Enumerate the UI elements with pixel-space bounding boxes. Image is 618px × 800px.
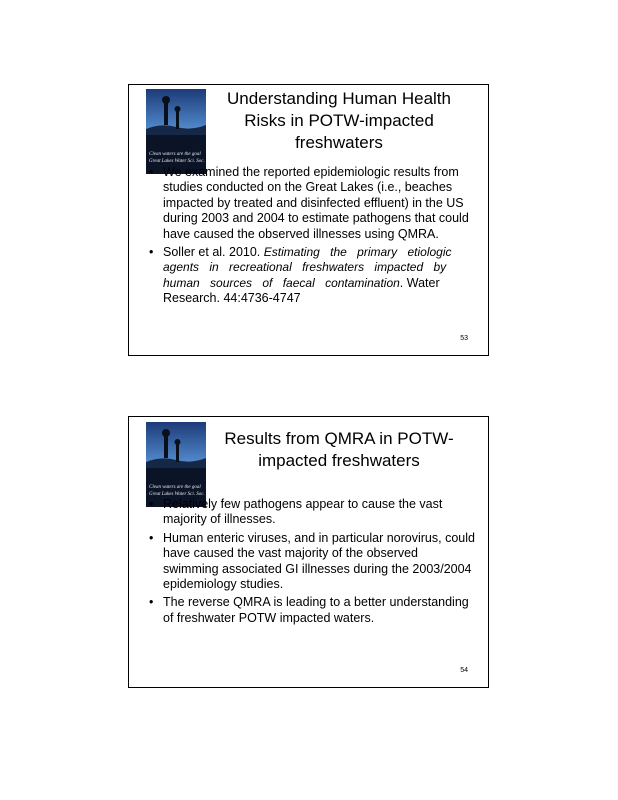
bullet-list (147, 165, 477, 310)
slide-54 (128, 416, 489, 688)
bullet-list (147, 497, 477, 629)
lake-logo-image (146, 422, 206, 507)
citation-journal: . Water Research. 44:4736-4747 (163, 275, 440, 306)
slide-title: Results from QMRA in POTW-impacted freshwaters (224, 429, 454, 470)
svg-text:Great Lakes Water Sci. Soc.: Great Lakes Water Sci. Soc. (149, 492, 205, 497)
bullet-item: • We examined the reported epidemiologic results from studies conducted on the Great Lakes (i.e., beaches impacted by treated and disinfected effluent) in the US during 2003 and 2004 to estimate pathogens that could have caused the observed illnesses using QMRA. (149, 165, 469, 241)
citation-authors: Soller et al. 2010. (163, 245, 261, 260)
svg-text:Clean waters are the goal: Clean waters are the goal (149, 485, 201, 490)
bullet-text: The reverse QMRA is leading to a better understanding of freshwater POTW impacted waters. (163, 595, 469, 625)
lake-logo-image (146, 89, 206, 174)
svg-text:Clean waters are the goal: Clean waters are the goal (149, 152, 201, 157)
bullet-item: • Relatively few pathogens appear to cause the vast majority of illnesses. (149, 497, 443, 527)
slide-53 (128, 84, 489, 356)
page-number: 54 (460, 667, 468, 674)
bullet-text: Human enteric viruses, and in particular norovirus, could have caused the vast majority of the observed swimming associated GI illnesses during the 2003/2004 epidemiology studies. (163, 530, 475, 592)
bullet-text: Relatively few pathogens appear to cause the vast majority of illnesses. (163, 497, 443, 527)
citation-title: Estimating the primary etiologic agents in recreational freshwaters impacted by human sources of faecal contamination (163, 245, 452, 290)
svg-text:Great Lakes Water Sci. Soc.: Great Lakes Water Sci. Soc. (149, 159, 205, 164)
bullet-text: We examined the reported epidemiologic results from studies conducted on the Great Lakes (i.e., beaches impacted by treated and disinfected effluent) in the US during 2003 and 2004 to estimate pathogens that could have caused the observed illnesses using QMRA. (163, 165, 469, 241)
slide-title: Understanding Human Health Risks in POTW-impacted freshwaters (227, 89, 451, 152)
bullet-item: • Human enteric viruses, and in particular norovirus, could have caused the vast majority of the observed swimming associated GI illnesses during the 2003/2004 epidemiology studies. (149, 530, 475, 592)
page-number: 53 (460, 335, 468, 342)
citation-item: • Soller et al. 2010. Estimating the primary etiologic agents in recreational freshwaters impacted by human sources of faecal contamination. Water Research. 44:4736-4747 (149, 245, 452, 306)
bullet-item: • The reverse QMRA is leading to a better understanding of freshwater POTW impacted waters. (149, 595, 469, 625)
